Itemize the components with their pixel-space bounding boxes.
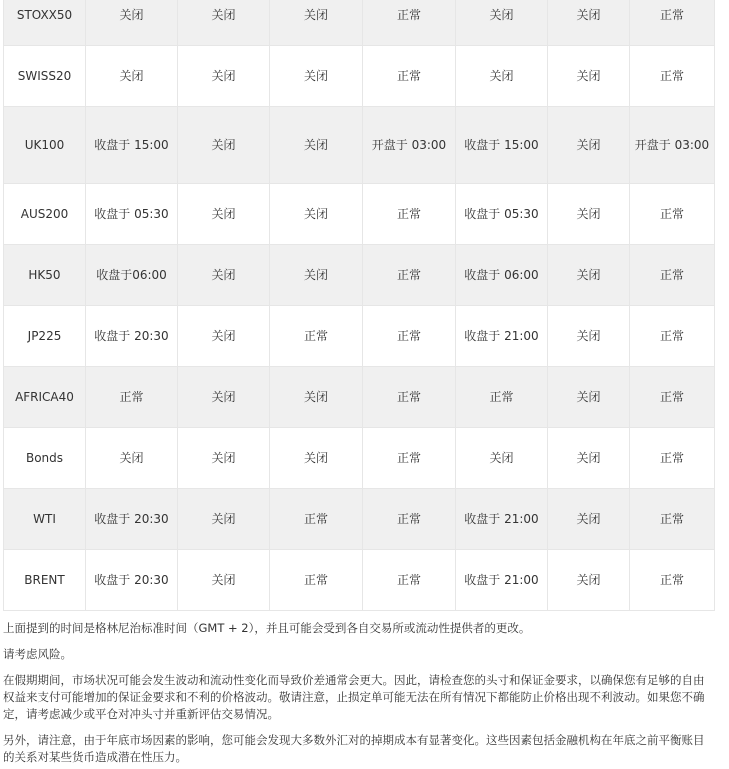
instrument-cell: UK100 xyxy=(4,107,86,184)
year-end-note: 另外，请注意，由于年底市场因素的影响，您可能会发现大多数外汇对的掉期成本有显著变化。这些因素包括金融机构在年底之前平衡账目的关系对某些货币造成潜在性压力。 xyxy=(3,733,705,764)
table-row xyxy=(4,184,715,245)
status-cell: 关闭 xyxy=(548,367,630,428)
instrument-cell: AUS200 xyxy=(4,184,86,245)
status-cell: 正常 xyxy=(363,550,456,611)
table-row xyxy=(4,46,715,107)
status-cell: 正常 xyxy=(270,550,363,611)
status-cell: 关闭 xyxy=(548,184,630,245)
status-cell: 关闭 xyxy=(456,428,548,489)
status-cell: 关闭 xyxy=(270,428,363,489)
status-cell: 正常 xyxy=(363,46,456,107)
status-cell: 正常 xyxy=(630,428,715,489)
status-cell: 关闭 xyxy=(86,0,178,46)
table-row xyxy=(4,0,715,46)
table-row xyxy=(4,107,715,184)
status-cell: 正常 xyxy=(270,306,363,367)
instrument-cell: WTI xyxy=(4,489,86,550)
status-cell: 正常 xyxy=(363,306,456,367)
status-cell: 关闭 xyxy=(548,428,630,489)
status-cell: 正常 xyxy=(630,245,715,306)
status-cell: 正常 xyxy=(363,184,456,245)
status-cell: 关闭 xyxy=(178,184,270,245)
status-cell: 关闭 xyxy=(548,107,630,184)
status-cell: 收盘于 15:00 xyxy=(456,107,548,184)
status-cell: 收盘于 21:00 xyxy=(456,489,548,550)
table-row xyxy=(4,428,715,489)
status-cell: 正常 xyxy=(630,550,715,611)
status-cell: 收盘于 21:00 xyxy=(456,550,548,611)
status-cell: 收盘于 06:00 xyxy=(456,245,548,306)
status-cell: 关闭 xyxy=(178,489,270,550)
status-cell: 正常 xyxy=(363,0,456,46)
table-row xyxy=(4,245,715,306)
status-cell: 正常 xyxy=(630,46,715,107)
status-cell: 关闭 xyxy=(178,550,270,611)
time-note: 上面提到的时间是格林尼治标准时间（GMT + 2），并且可能会受到各自交易所或流动性提供者的更改。 xyxy=(3,621,531,635)
status-cell: 关闭 xyxy=(178,245,270,306)
status-cell: 开盘于 03:00 xyxy=(630,107,715,184)
status-cell: 正常 xyxy=(630,367,715,428)
trading-hours-table xyxy=(3,0,715,611)
status-cell: 关闭 xyxy=(178,0,270,46)
status-cell: 正常 xyxy=(630,306,715,367)
status-cell: 关闭 xyxy=(548,550,630,611)
status-cell: 正常 xyxy=(630,489,715,550)
status-cell: 关闭 xyxy=(270,184,363,245)
status-cell: 关闭 xyxy=(548,46,630,107)
status-cell: 关闭 xyxy=(270,0,363,46)
status-cell: 关闭 xyxy=(548,489,630,550)
status-cell: 正常 xyxy=(363,489,456,550)
status-cell: 关闭 xyxy=(270,46,363,107)
risk-note: 请考虑风险。 xyxy=(3,647,72,661)
status-cell: 关闭 xyxy=(548,245,630,306)
table-row xyxy=(4,367,715,428)
table-row xyxy=(4,550,715,611)
status-cell: 关闭 xyxy=(86,428,178,489)
instrument-cell: AFRICA40 xyxy=(4,367,86,428)
notes-section xyxy=(3,620,713,766)
instrument-cell: HK50 xyxy=(4,245,86,306)
status-cell: 正常 xyxy=(630,184,715,245)
status-cell: 关闭 xyxy=(270,107,363,184)
status-cell: 关闭 xyxy=(178,306,270,367)
instrument-cell: SWISS20 xyxy=(4,46,86,107)
status-cell: 关闭 xyxy=(178,428,270,489)
status-cell: 正常 xyxy=(456,367,548,428)
status-cell: 正常 xyxy=(363,367,456,428)
status-cell: 开盘于 03:00 xyxy=(363,107,456,184)
status-cell: 收盘于 15:00 xyxy=(86,107,178,184)
status-cell: 收盘于06:00 xyxy=(86,245,178,306)
status-cell: 收盘于 20:30 xyxy=(86,550,178,611)
status-cell: 关闭 xyxy=(548,306,630,367)
instrument-cell: Bonds xyxy=(4,428,86,489)
status-cell: 关闭 xyxy=(178,367,270,428)
status-cell: 关闭 xyxy=(270,245,363,306)
status-cell: 关闭 xyxy=(548,0,630,46)
status-cell: 收盘于 21:00 xyxy=(456,306,548,367)
table-row xyxy=(4,306,715,367)
table-body xyxy=(4,0,715,611)
status-cell: 关闭 xyxy=(178,107,270,184)
status-cell: 正常 xyxy=(363,428,456,489)
table-row xyxy=(4,489,715,550)
status-cell: 关闭 xyxy=(86,46,178,107)
instrument-cell: STOXX50 xyxy=(4,0,86,46)
status-cell: 关闭 xyxy=(456,0,548,46)
status-cell: 收盘于 20:30 xyxy=(86,489,178,550)
status-cell: 收盘于 20:30 xyxy=(86,306,178,367)
status-cell: 收盘于 05:30 xyxy=(456,184,548,245)
status-cell: 正常 xyxy=(86,367,178,428)
status-cell: 收盘于 05:30 xyxy=(86,184,178,245)
status-cell: 关闭 xyxy=(270,367,363,428)
status-cell: 正常 xyxy=(270,489,363,550)
instrument-cell: JP225 xyxy=(4,306,86,367)
status-cell: 正常 xyxy=(363,245,456,306)
holiday-note: 在假期期间，市场状况可能会发生波动和流动性变化而导致价差通常会更大。因此，请检查您的头寸和保证金要求，以确保您有足够的自由权益来支付可能增加的保证金要求和不利的价格波动。敬请注意，止损定单可能无法在所有情况下都能防止价格出现不利波动。如果您不确定，请考虑减少或平仓对冲头寸并重新评估交易情况。 xyxy=(3,673,705,721)
status-cell: 关闭 xyxy=(178,46,270,107)
status-cell: 正常 xyxy=(630,0,715,46)
instrument-cell: BRENT xyxy=(4,550,86,611)
status-cell: 关闭 xyxy=(456,46,548,107)
